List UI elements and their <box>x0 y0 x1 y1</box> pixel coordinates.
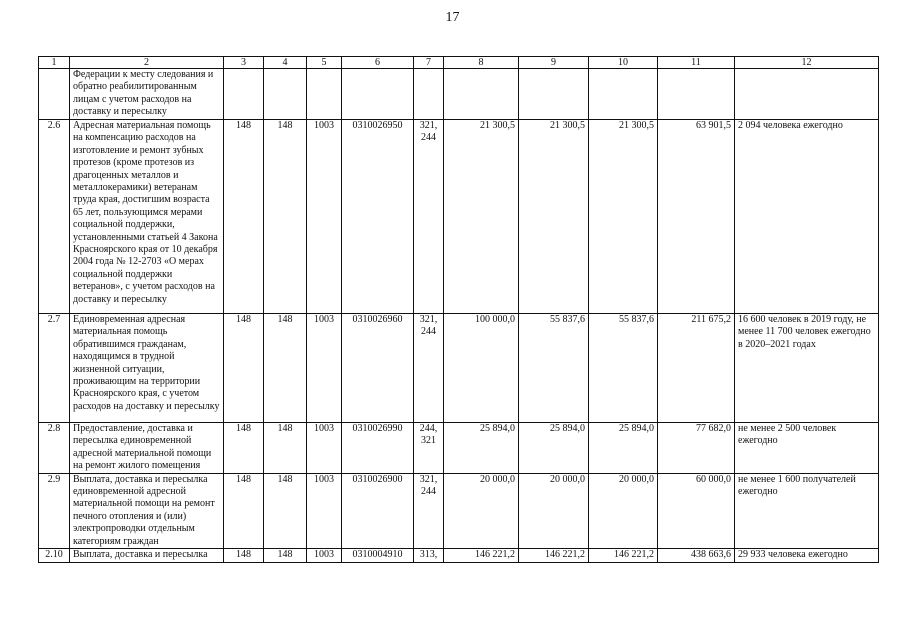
expected-result-cell: 2 094 человека ежегодно <box>735 120 879 314</box>
amount-2021-cell: 20 000,0 <box>589 473 658 548</box>
amount-2020-cell: 25 894,0 <box>519 423 589 474</box>
header-cell: 7 <box>414 57 444 69</box>
table-row <box>39 549 879 563</box>
header-cell: 9 <box>519 57 589 69</box>
amount-total-cell <box>658 69 735 120</box>
table-row <box>39 423 879 474</box>
amount-2019-cell: 21 300,5 <box>444 120 519 314</box>
expense-type-cell: 244, 321 <box>414 423 444 474</box>
header-cell: 10 <box>589 57 658 69</box>
section-code-cell: 1003 <box>307 120 342 314</box>
amount-2020-cell: 146 221,2 <box>519 549 589 563</box>
amount-2019-cell: 146 221,2 <box>444 549 519 563</box>
table-body <box>39 57 879 563</box>
target-article-cell: 0310026990 <box>342 423 414 474</box>
amount-2019-cell <box>444 69 519 120</box>
amount-2021-cell: 25 894,0 <box>589 423 658 474</box>
amount-2021-cell: 21 300,5 <box>589 120 658 314</box>
amount-2020-cell: 20 000,0 <box>519 473 589 548</box>
row-number-cell: 2.10 <box>39 549 70 563</box>
target-article-cell: 0310026960 <box>342 314 414 423</box>
row-number-cell: 2.9 <box>39 473 70 548</box>
table-row <box>39 314 879 423</box>
measure-description-cell: Единовременная адресная материальная помощь обратившимся гражданам, находящимся в трудной жизненной ситуации, проживающим на территории Красноярского края, с учетом расходов на доставку и пересылку <box>70 314 224 423</box>
grbs-code-cell: 148 <box>224 314 264 423</box>
header-cell: 3 <box>224 57 264 69</box>
section-code-cell: 1003 <box>307 549 342 563</box>
section-code-cell: 1003 <box>307 314 342 423</box>
grbs-code-cell: 148 <box>224 549 264 563</box>
expected-result-cell: 29 933 человека ежегодно <box>735 549 879 563</box>
header-cell: 8 <box>444 57 519 69</box>
amount-total-cell: 60 000,0 <box>658 473 735 548</box>
header-cell: 6 <box>342 57 414 69</box>
amount-2019-cell: 20 000,0 <box>444 473 519 548</box>
target-article-cell: 0310026900 <box>342 473 414 548</box>
ministry-code-cell: 148 <box>264 473 307 548</box>
header-cell: 5 <box>307 57 342 69</box>
program-measures-table <box>38 56 879 563</box>
header-cell: 12 <box>735 57 879 69</box>
expense-type-cell: 321, 244 <box>414 314 444 423</box>
measure-description-cell: Адресная материальная помощь на компенсацию расходов на изготовление и ремонт зубных протезов (кроме протезов из драгоценных металлов и металлокерамики) ветеранам труда края, достигшим возраста 65 лет, пользующимся мерами социальной поддержки, установленными статьей 4 Закона Красноярского края от 10 декабря 2004 года № 12-2703 «О мерах социальной поддержки ветеранов», с учетом расходов на доставку и пересылку <box>70 120 224 314</box>
header-cell: 4 <box>264 57 307 69</box>
amount-2021-cell: 55 837,6 <box>589 314 658 423</box>
measure-description-cell: Выплата, доставка и пересылка <box>70 549 224 563</box>
ministry-code-cell: 148 <box>264 423 307 474</box>
amount-total-cell: 77 682,0 <box>658 423 735 474</box>
grbs-code-cell: 148 <box>224 473 264 548</box>
ministry-code-cell: 148 <box>264 120 307 314</box>
measure-description-cell: Выплата, доставка и пересылка единовременной адресной материальной помощи на ремонт печного отопления и (или) электропроводки отдельным категориям граждан <box>70 473 224 548</box>
header-cell: 1 <box>39 57 70 69</box>
amount-2019-cell: 100 000,0 <box>444 314 519 423</box>
measure-description-cell: Федерации к месту следования и обратно реабилитированным лицам с учетом расходов на доставку и пересылку <box>70 69 224 120</box>
expense-type-cell: 321, 244 <box>414 120 444 314</box>
row-number-cell: 2.8 <box>39 423 70 474</box>
table-row <box>39 69 879 120</box>
header-cell: 2 <box>70 57 224 69</box>
ministry-code-cell: 148 <box>264 314 307 423</box>
grbs-code-cell: 148 <box>224 423 264 474</box>
amount-total-cell: 211 675,2 <box>658 314 735 423</box>
expected-result-cell: не менее 1 600 получателей ежегодно <box>735 473 879 548</box>
amount-2019-cell: 25 894,0 <box>444 423 519 474</box>
amount-2021-cell: 146 221,2 <box>589 549 658 563</box>
ministry-code-cell: 148 <box>264 549 307 563</box>
amount-total-cell: 438 663,6 <box>658 549 735 563</box>
expense-type-cell: 321, 244 <box>414 473 444 548</box>
expected-result-cell: не менее 2 500 человек ежегодно <box>735 423 879 474</box>
column-number-row <box>39 57 879 69</box>
measure-description-cell: Предоставление, доставка и пересылка единовременной адресной материальной помощи на ремонт жилого помещения <box>70 423 224 474</box>
expense-type-cell: 313, <box>414 549 444 563</box>
target-article-cell <box>342 69 414 120</box>
amount-total-cell: 63 901,5 <box>658 120 735 314</box>
grbs-code-cell <box>224 69 264 120</box>
target-article-cell: 0310004910 <box>342 549 414 563</box>
amount-2021-cell <box>589 69 658 120</box>
header-cell: 11 <box>658 57 735 69</box>
table-row <box>39 120 879 314</box>
expense-type-cell <box>414 69 444 120</box>
amount-2020-cell: 55 837,6 <box>519 314 589 423</box>
section-code-cell: 1003 <box>307 423 342 474</box>
expected-result-cell: 16 600 человек в 2019 году, не менее 11 700 человек ежегодно в 2020–2021 годах <box>735 314 879 423</box>
row-number-cell: 2.6 <box>39 120 70 314</box>
grbs-code-cell: 148 <box>224 120 264 314</box>
ministry-code-cell <box>264 69 307 120</box>
row-number-cell: 2.7 <box>39 314 70 423</box>
expected-result-cell <box>735 69 879 120</box>
table-row <box>39 473 879 548</box>
row-number-cell <box>39 69 70 120</box>
target-article-cell: 0310026950 <box>342 120 414 314</box>
amount-2020-cell <box>519 69 589 120</box>
page-number: 17 <box>445 10 460 25</box>
section-code-cell <box>307 69 342 120</box>
section-code-cell: 1003 <box>307 473 342 548</box>
amount-2020-cell: 21 300,5 <box>519 120 589 314</box>
